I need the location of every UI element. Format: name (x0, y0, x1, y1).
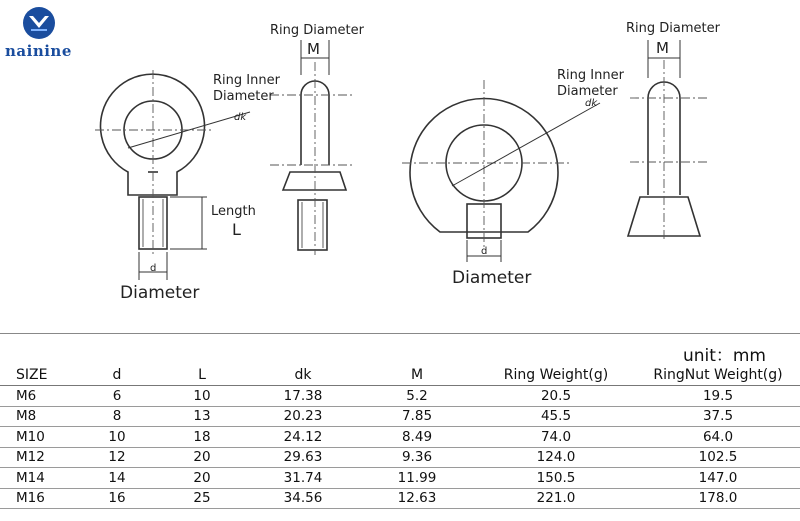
table-row (0, 406, 800, 427)
right-ring-inner-label-2: Diameter (557, 84, 618, 99)
section-divider (0, 333, 800, 334)
cell: 150.5 (476, 468, 636, 489)
size-table (0, 365, 800, 509)
table-row (0, 386, 800, 407)
col-d-header: d (78, 365, 156, 386)
cell: 19.5 (636, 386, 800, 407)
left-side-collar (283, 172, 346, 190)
cell: 10 (78, 427, 156, 448)
col-m-header: M (358, 365, 476, 386)
cell: 147.0 (636, 468, 800, 489)
cell: 17.38 (248, 386, 358, 407)
left-ring-diameter-label: Ring Diameter (270, 23, 364, 38)
cell: 74.0 (476, 427, 636, 448)
left-ring-inner-label-1: Ring Inner (213, 73, 280, 88)
unit-label: unit：mm (682, 346, 766, 366)
cell: 6 (78, 386, 156, 407)
cell: 9.36 (358, 447, 476, 468)
cell: M12 (0, 447, 78, 468)
left-ring-outer (101, 74, 205, 195)
cell: 64.0 (636, 427, 800, 448)
cell: 11.99 (358, 468, 476, 489)
cell: 7.85 (358, 406, 476, 427)
cell: M6 (0, 386, 78, 407)
col-dk-header: dk (248, 365, 358, 386)
cell: 20.5 (476, 386, 636, 407)
cell: 13 (156, 406, 248, 427)
right-ring-diameter-label: Ring Diameter (626, 21, 720, 36)
left-dk-label: dk (234, 112, 247, 123)
right-ring-inner-label-1: Ring Inner (557, 68, 624, 83)
cell: 8.49 (358, 427, 476, 448)
table-row (0, 468, 800, 489)
cell: 221.0 (476, 488, 636, 509)
left-length-label: Length (211, 204, 256, 219)
right-diameter-label: Diameter (452, 268, 532, 288)
cell: 14 (78, 468, 156, 489)
cell: 16 (78, 488, 156, 509)
left-d-label: d (150, 263, 157, 274)
cell: M10 (0, 427, 78, 448)
cell: 24.12 (248, 427, 358, 448)
cell: 12 (78, 447, 156, 468)
table-row (0, 447, 800, 468)
cell: 124.0 (476, 447, 636, 468)
cell: 25 (156, 488, 248, 509)
right-m-label: M (656, 39, 669, 57)
col-ringnut-weight-header: RingNut Weight(g) (636, 365, 800, 386)
left-ring-inner-label-2: Diameter (213, 89, 274, 104)
table-row (0, 427, 800, 448)
cell: 10 (156, 386, 248, 407)
table-header-row (0, 365, 800, 386)
cell: 45.5 (476, 406, 636, 427)
col-ring-weight-header: Ring Weight(g) (476, 365, 636, 386)
cell: 20.23 (248, 406, 358, 427)
cell: M16 (0, 488, 78, 509)
cell: 5.2 (358, 386, 476, 407)
left-l-label: L (232, 220, 241, 239)
col-size-header: SIZE (0, 365, 78, 386)
col-l-header: L (156, 365, 248, 386)
cell: 8 (78, 406, 156, 427)
left-m-label: M (307, 40, 320, 58)
cell: 102.5 (636, 447, 800, 468)
cell: 20 (156, 447, 248, 468)
cell: 37.5 (636, 406, 800, 427)
right-dk-label: dk (585, 98, 598, 109)
cell: 29.63 (248, 447, 358, 468)
cell: 31.74 (248, 468, 358, 489)
right-d-label: d (481, 246, 488, 257)
table-row (0, 488, 800, 509)
cell: 12.63 (358, 488, 476, 509)
cell: M8 (0, 406, 78, 427)
cell: 178.0 (636, 488, 800, 509)
cell: M14 (0, 468, 78, 489)
cell: 18 (156, 427, 248, 448)
cell: 34.56 (248, 488, 358, 509)
left-diameter-label: Diameter (120, 283, 200, 303)
cell: 20 (156, 468, 248, 489)
brand-name: nainine (5, 42, 72, 60)
